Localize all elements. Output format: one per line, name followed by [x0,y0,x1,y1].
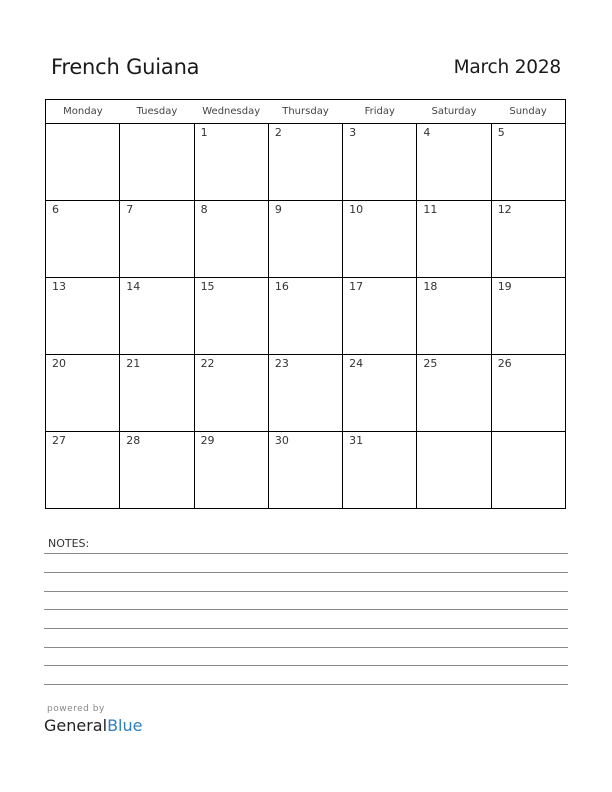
day-cell [268,278,342,355]
day-cell [417,355,491,432]
weekday-sunday: Sunday [491,100,565,124]
day-number: 5 [497,126,505,139]
day-cell [120,278,194,355]
day-number: 21 [126,357,141,370]
day-number [417,432,490,434]
day-number: 22 [200,357,215,370]
day-number: 8 [200,203,208,216]
day-cell [343,278,417,355]
day-cell [491,355,565,432]
weekday-saturday: Saturday [417,100,491,124]
day-number: 13 [52,280,66,293]
day-number: 15 [200,280,215,293]
day-cell [417,278,491,355]
day-number [46,124,119,126]
weekday-friday: Friday [343,100,417,124]
weekday-wednesday: Wednesday [194,100,268,124]
day-cell [268,124,342,201]
note-line [44,553,568,554]
calendar-grid [45,99,566,509]
day-cell [417,124,491,201]
day-number: 20 [52,357,66,370]
day-number: 4 [423,126,431,139]
note-line [44,572,568,573]
brand-general: General [44,716,108,735]
week-row [46,432,566,509]
day-cell [491,278,565,355]
brand-blue: Blue [107,716,143,735]
day-number: 7 [126,203,134,216]
day-cell [417,432,491,509]
day-cell [268,201,342,278]
day-cell [343,355,417,432]
day-cell [46,201,120,278]
day-number: 23 [274,357,289,370]
week-row [46,201,566,278]
day-cell [46,278,120,355]
day-cell [194,432,268,509]
day-cell [417,201,491,278]
day-cell [343,432,417,509]
day-number: 9 [274,203,282,216]
note-line [44,609,568,610]
note-line [44,628,568,629]
day-number: 6 [52,203,59,216]
day-cell [46,124,120,201]
day-number: 16 [274,280,289,293]
week-row [46,278,566,355]
weekday-thursday: Thursday [268,100,342,124]
note-line [44,665,568,666]
day-number: 24 [349,357,364,370]
note-line [44,684,568,685]
day-number: 19 [497,280,512,293]
week-row [46,355,566,432]
day-cell [194,278,268,355]
day-cell [120,432,194,509]
day-cell [491,201,565,278]
day-number: 27 [52,434,66,447]
day-number: 10 [349,203,364,216]
page-title: French Guiana [51,55,200,79]
day-cell [491,432,565,509]
day-number: 1 [200,126,208,139]
day-cell [491,124,565,201]
day-cell [194,355,268,432]
day-cell [120,201,194,278]
weekday-monday: Monday [46,100,120,124]
day-cell [194,124,268,201]
day-number: 11 [423,203,438,216]
day-number: 12 [497,203,512,216]
note-line [44,647,568,648]
day-number [492,432,565,434]
day-number: 2 [274,126,282,139]
day-number [120,124,193,126]
day-cell [46,355,120,432]
day-number: 17 [349,280,364,293]
note-line [44,591,568,592]
notes-label: NOTES: [48,537,90,550]
day-cell [120,355,194,432]
day-cell [194,201,268,278]
weekday-tuesday: Tuesday [120,100,194,124]
day-cell [46,432,120,509]
day-cell [120,124,194,201]
generalblue-logo [44,716,142,735]
month-year: March 2028 [453,57,561,78]
day-number: 26 [497,357,512,370]
day-cell [268,355,342,432]
day-number: 31 [349,434,364,447]
day-number: 14 [126,280,141,293]
day-number: 25 [423,357,438,370]
day-cell [268,432,342,509]
day-number: 29 [200,434,215,447]
day-number: 18 [423,280,438,293]
powered-by-text: powered by [47,704,105,714]
day-cell [343,124,417,201]
day-cell [343,201,417,278]
week-row [46,124,566,201]
weekday-header-row [46,100,566,124]
day-number: 30 [274,434,289,447]
day-number: 28 [126,434,141,447]
day-number: 3 [349,126,357,139]
